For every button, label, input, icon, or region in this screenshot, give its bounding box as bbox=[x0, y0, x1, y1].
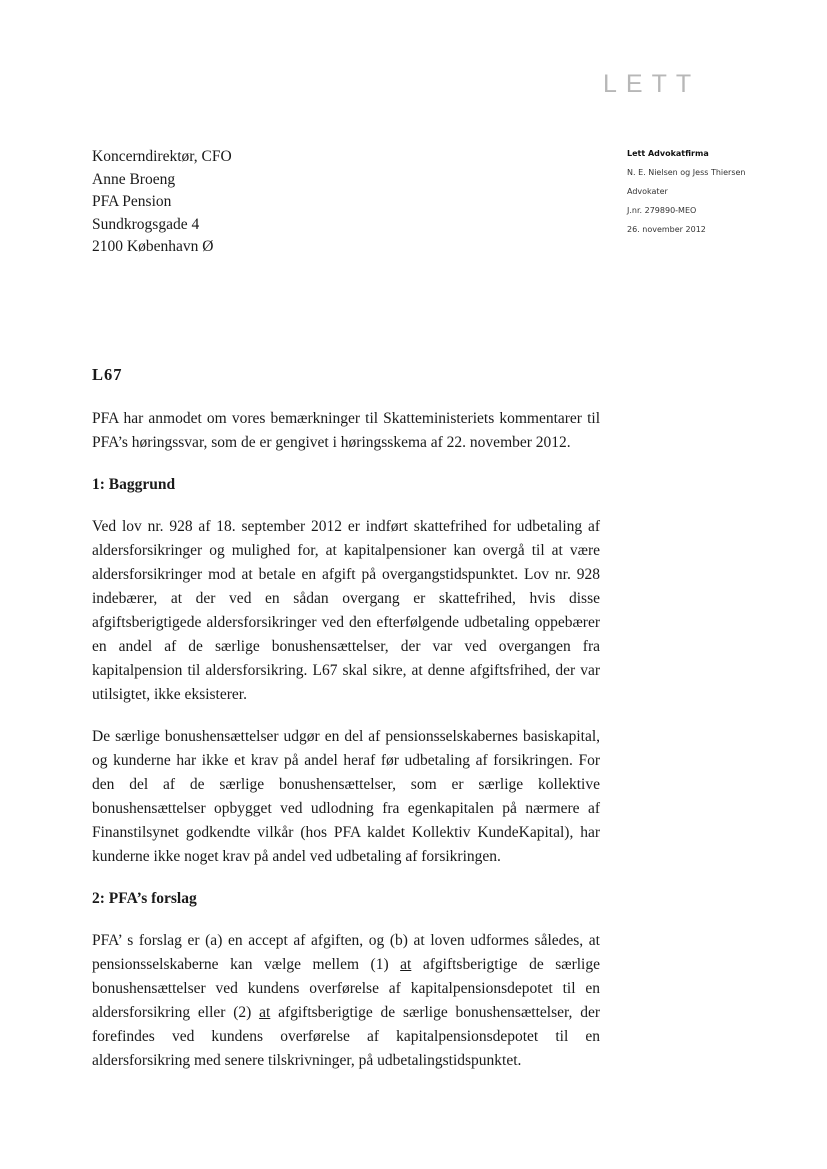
recipient-address bbox=[92, 146, 232, 259]
sender-title: Advokater bbox=[627, 187, 668, 196]
intro-paragraph: PFA har anmodet om vores bemærkninger til Skatteministeriets kommentarer til PFA’s høringssvar, som de er gengivet i høringsskema af 22. november 2012. bbox=[92, 410, 600, 451]
sender-firm: Lett Advokatfirma bbox=[627, 149, 709, 158]
section-1-title: 1: Baggrund bbox=[92, 476, 176, 493]
text-run: PFA’ s forslag er (a) en accept af afgiften, og (b) at loven udformes således, at pensionsselskaberne kan vælge mellem (1) bbox=[92, 932, 600, 973]
sender-info bbox=[627, 144, 746, 239]
recipient-line: Sundkrogsgade 4 bbox=[92, 215, 200, 233]
recipient-line: PFA Pension bbox=[92, 193, 172, 210]
recipient-line: Anne Broeng bbox=[92, 170, 176, 188]
section-2-title: 2: PFA’s forslag bbox=[92, 890, 197, 907]
recipient-line: Koncerndirektør, CFO bbox=[92, 148, 232, 165]
section-1-paragraph-2: De særlige bonushensættelser udgør en del af pensionsselskabernes basiskapital, og kunderne har ikke et krav på andel heraf før udbetaling af forsikringen. For den del af de særlige bonushensættelser, som er særlige kollektive bonushensættelser opbygget ved udlodning fra egenkapitalen på nærmere af Finanstilsynet godkendte vilkår (hos PFA kaldet Kollektiv KundeKapital), har kunderne ikke noget krav på andel ved udbetaling af forsikringen. bbox=[92, 728, 600, 865]
document-reference: L67 bbox=[92, 365, 123, 384]
sender-reference: J.nr. 279890-MEO bbox=[627, 206, 697, 215]
section-2-paragraph-1 bbox=[92, 929, 600, 1073]
sender-names: N. E. Nielsen og Jess Thiersen bbox=[627, 168, 746, 177]
sender-date: 26. november 2012 bbox=[627, 225, 706, 234]
letter-body bbox=[92, 365, 600, 1091]
underlined-word: at bbox=[259, 1004, 271, 1021]
underlined-word: at bbox=[400, 956, 412, 973]
section-1-paragraph-1: Ved lov nr. 928 af 18. september 2012 er indført skattefrihed for udbetaling af aldersforsikringer og mulighed for, at kapitalpensioner kan overgå til at være aldersforsikringer mod at betale en afgift på overgangstidspunktet. Lov nr. 928 indebærer, at der ved en sådan overgang er skattefrihed, hvis disse afgiftsberigtigede aldersforsikringer ved den efterfølgende udbetaling oppebærer en andel af de særlige bonushensættelser, der var ved overgangen fra kapitalpension til aldersforsikring. L67 skal sikre, at denne afgiftsfrihed, der var utilsigtet, ikke eksisterer. bbox=[92, 518, 600, 703]
text-run: afgiftsberigtige de særlige bonushensættelser ved kundens overførelse af kapitalpensionsdepotet til en aldersforsikring eller (2) bbox=[92, 956, 600, 1021]
recipient-line: 2100 København Ø bbox=[92, 238, 214, 255]
text-run: afgiftsberigtige de særlige bonushensættelser, der forefindes ved kundens overførelse af kapitalpensionsdepotet til en aldersforsikring med senere tilskrivninger, på udbetalingstidspunktet. bbox=[92, 1004, 601, 1069]
company-logo: LETT bbox=[603, 70, 701, 98]
